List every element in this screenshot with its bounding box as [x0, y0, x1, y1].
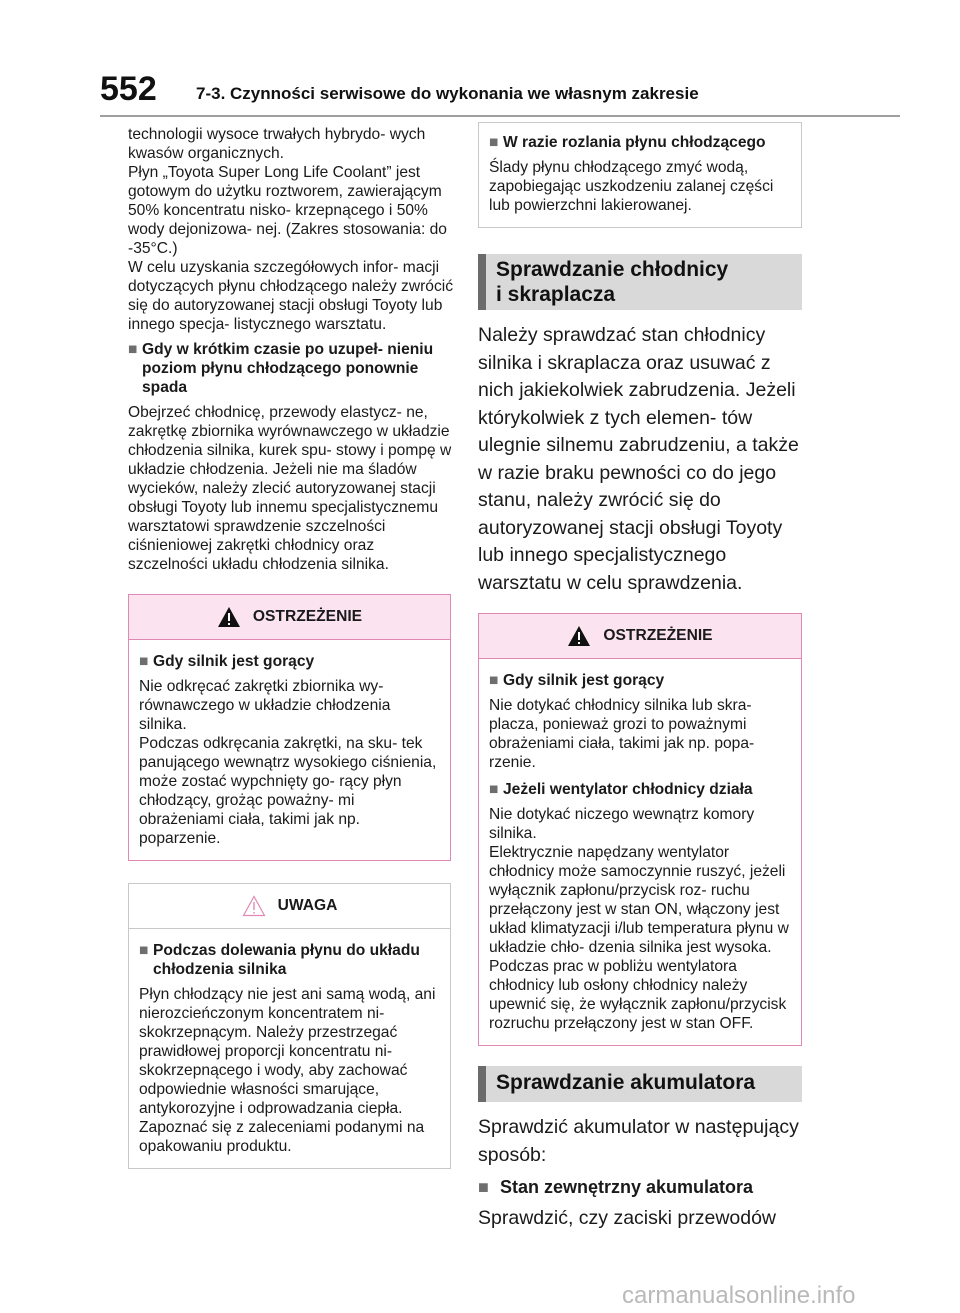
warning-triangle-icon — [217, 606, 241, 628]
chapter-title: 7-3. Czynności serwisowe do wykonania we własnym zakresie — [196, 84, 699, 103]
warning-box-right — [478, 613, 802, 1046]
warning-title-right — [479, 614, 801, 659]
warning-heading-right-1 — [489, 671, 791, 690]
notice-heading — [139, 941, 440, 979]
warning-heading-text: Gdy silnik jest gorący — [153, 653, 315, 670]
battery-text-2: Sprawdzić, czy zaciski przewodów — [478, 1207, 777, 1229]
warning-right-text-2: Nie dotykać niczego wewnątrz komory silnika. — [489, 806, 755, 842]
warning-heading-right-2-text: Jeżeli wentylator chłodnicy działa — [503, 781, 753, 798]
spill-text: Ślady płynu chłodzącego zmyć wodą, zapobiegając uszkodzeniu zalanej części lub powierzchni lakierowanej. — [489, 159, 774, 214]
level-drop-text: Obejrzeć chłodnicę, przewody elastycz- ne, zakrętkę zbiornika wyrównawczego w układzie chłodzenia silnika, kurek spu- stowy i pompę w układzie chłodzenia. Jeżeli nie ma śladów wycieków, należy zlecić autoryzowanej stacji obsługi Toyoty lub innemu specjalistycznemu warsztatowi sprawdzenie szczelności ciśnieniowej zakrętki chłodnicy oraz szczelności układu chłodzenia silnika. — [128, 404, 452, 573]
warning-heading-right-1-text: Gdy silnik jest gorący — [503, 672, 665, 689]
square-bullet-icon: ■ — [139, 653, 149, 670]
spill-heading-text: W razie rozlania płynu chłodzącego — [503, 134, 766, 151]
warning-body — [129, 640, 450, 860]
warning-body-right — [479, 659, 801, 1045]
section-bar — [478, 1066, 486, 1102]
section-bar — [478, 254, 486, 310]
notice-title-text: UWAGA — [277, 897, 338, 914]
battery-text: Sprawdzić akumulator w następujący sposób: — [478, 1116, 799, 1166]
site-watermark: carmanualsonline.info — [622, 1282, 856, 1309]
header-divider — [100, 115, 900, 117]
square-bullet-icon: ■ — [489, 672, 499, 689]
warning-heading — [139, 652, 440, 671]
warning-text-2: Podczas odkręcania zakrętki, na sku- tek panującego wewnątrz wysokiego ciśnienia, może zostać wypchnięty go- rący płyn chłodzący, grożąc poważny- mi obrażeniami ciała, takimi jak np. poparzenie. — [139, 735, 437, 847]
square-bullet-icon: ■ — [489, 134, 499, 151]
battery-section-heading — [478, 1066, 802, 1102]
square-bullet-icon: ■ — [489, 781, 499, 798]
warning-title — [129, 595, 450, 640]
page-number: 552 — [100, 70, 157, 108]
warning-box — [128, 594, 451, 861]
level-drop-heading — [128, 340, 458, 397]
left-column — [128, 125, 458, 1169]
battery-subheading — [478, 1175, 804, 1199]
warning-title-text: OSTRZEŻENIE — [252, 608, 363, 625]
right-column — [478, 122, 804, 1233]
caution-triangle-icon — [242, 895, 266, 917]
notice-heading-text: Podczas dolewania płynu do układu chłodzenia silnika — [153, 942, 420, 978]
notice-body — [129, 929, 450, 1168]
warning-title-right-text: OSTRZEŻENIE — [603, 627, 713, 644]
warning-heading-right-2 — [489, 780, 791, 799]
notice-text: Płyn chłodzący nie jest ani samą wodą, ani nierozcieńczonym koncentratem ni- skokrzepnącym. Należy przestrzegać prawidłowej proporcji koncentratu ni- skokrzepnącego i wody, aby zachować odpowiednie własności smarujące, antykorozyjne i odprowadzania ciepła. Zapoznać się z zaleceniami podanymi na opakowaniu produktu. — [139, 986, 436, 1155]
warning-triangle-icon — [567, 625, 591, 647]
warning-right-text-1: Nie dotykać chłodnicy silnika lub skra- placza, ponieważ grozi to poważnymi obrażeniami ciała, takimi jak np. popa- rzenie. — [489, 697, 755, 771]
details-paragraph: W celu uzyskania szczegółowych infor- macji dotyczących płynu chłodzącego należy zwrócić się do autoryzowanej stacji obsługi Toyoty lub innego specja- listycznego warsztatu. — [128, 259, 454, 333]
battery-subheading-text: Stan zewnętrzny akumulatora — [500, 1177, 754, 1197]
radiator-text: Należy sprawdzać stan chłodnicy silnika i skraplacza oraz usuwać z nich jakiekolwiek zabrudzenia. Jeżeli którykolwiek z tych elemen- tów ulegnie silnemu zabrudzeniu, a także w razie braku pewności co do jego stanu, należy zwrócić się do autoryzowanej stacji obsługi Toyoty lub innego specjalistycznego warsztatu w celu sprawdzenia. — [478, 324, 799, 594]
battery-section-title: Sprawdzanie akumulatora — [496, 1071, 756, 1094]
warning-right-text-3: Elektrycznie napędzany wentylator chłodnicy może samoczynnie ruszyć, jeżeli wyłącznik zapłonu/przycisk roz- ruchu przełączony jest w stan ON, włączony jest układ klimatyzacji i/lub temperatura płynu w układzie chło- dzenia silnika jest wysoka. Podczas prac w pobliżu wentylatora chłodnicy lub osłony chłodnicy należy upewnić się, że wyłącznik zapłonu/przycisk rozruchu przełączony jest w stan OFF. — [489, 844, 789, 1032]
level-drop-heading-text: Gdy w krótkim czasie po uzupeł- nieniu poziom płynu chłodzącego ponownie spada — [142, 341, 434, 396]
intro-paragraph: technologii wysoce trwałych hybrydo- wych kwasów organicznych. — [128, 126, 426, 162]
page-header — [0, 0, 960, 130]
radiator-section-heading — [478, 254, 802, 310]
square-bullet-icon: ■ — [478, 1177, 489, 1197]
square-bullet-icon: ■ — [128, 341, 138, 358]
coolant-paragraph: Płyn „Toyota Super Long Life Coolant” jest gotowym do użytku roztworem, zawierającym 50% koncentratu nisko- krzepnącego i 50% wody dejonizowa- nej. (Zakres stosowania: do -35°C.) — [128, 164, 447, 257]
square-bullet-icon: ■ — [139, 942, 149, 959]
radiator-title-line-1: Sprawdzanie chłodnicy — [496, 258, 729, 281]
warning-text-1: Nie odkręcać zakrętki zbiornika wy- równawczego w układzie chłodzenia silnika. — [139, 678, 391, 733]
notice-title — [129, 884, 450, 929]
spill-box — [478, 122, 802, 228]
spill-heading — [489, 133, 791, 152]
radiator-title-line-2: i skraplacza — [496, 283, 616, 306]
radiator-section-title — [486, 254, 728, 310]
notice-box — [128, 883, 451, 1169]
